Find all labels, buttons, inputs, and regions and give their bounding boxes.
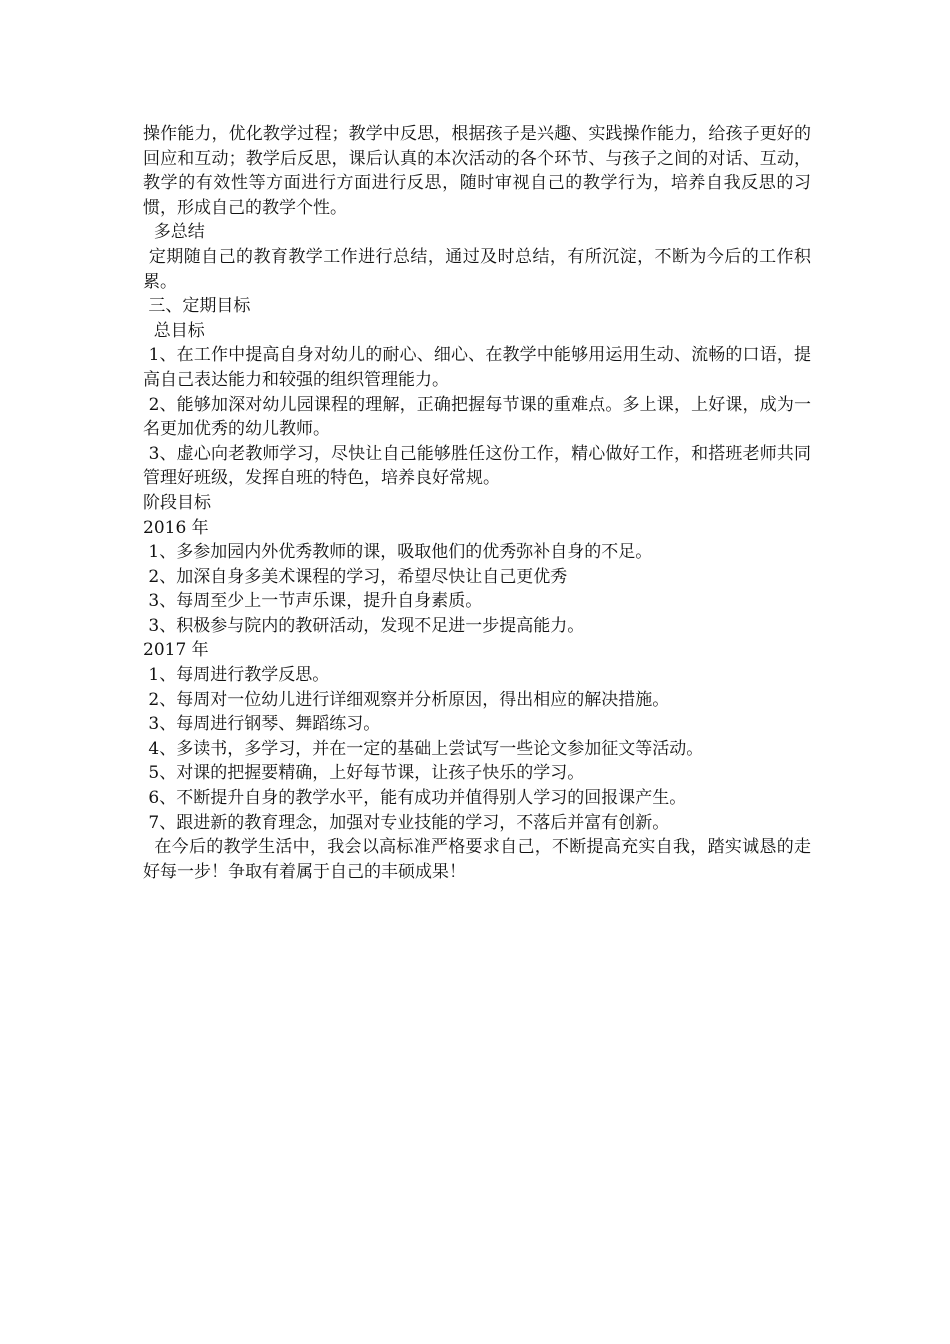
goal-2017-3: 3、每周进行钢琴、舞蹈练习。 (143, 714, 381, 735)
document-page (143, 122, 811, 884)
paragraph-summary: 定期随自己的教育教学工作进行总结，通过及时总结，有所沉淀，不断为今后的工作积累。 (143, 246, 811, 292)
overall-goal-1: 1、在工作中提高自身对幼儿的耐心、细心、在教学中能够用运用生动、流畅的口语，提高自己表达能力和较强的组织管理能力。 (143, 345, 811, 390)
heading-summary: 多总结 (143, 222, 205, 243)
goal-2016-1: 1、多参加园内外优秀教师的课，吸取他们的优秀弥补自身的不足。 (143, 542, 653, 563)
heading-overall-goal: 总目标 (143, 320, 205, 341)
paragraph-reflection: 操作能力，优化教学过程；教学中反思，根据孩子是兴趣、实践操作能力，给孩子更好的回应和互动；教学后反思，课后认真的本次活动的各个环节、与孩子之间的对话、互动，教学的有效性等方面进行方面进行反思，随时审视自己的教学行为，培养自我反思的习惯，形成自己的教学个性。 (143, 124, 811, 218)
heading-year-2016: 2016 年 (143, 517, 209, 538)
goal-2017-5: 5、对课的把握要精确，上好每节课，让孩子快乐的学习。 (143, 763, 585, 784)
goal-2017-6: 6、不断提升自身的教学水平，能有成功并值得别人学习的回报课产生。 (143, 788, 687, 809)
goal-2017-7: 7、跟进新的教育理念，加强对专业技能的学习，不落后并富有创新。 (143, 812, 670, 833)
heading-section-3: 三、定期目标 (143, 296, 251, 317)
overall-goal-2: 2、能够加深对幼儿园课程的理解，正确把握每节课的重难点。多上课，上好课，成为一名更加优秀的幼儿教师。 (143, 394, 811, 440)
goal-2016-4: 3、积极参与院内的教研活动，发现不足进一步提高能力。 (143, 615, 585, 636)
goal-2017-2: 2、每周对一位幼儿进行详细观察并分析原因，得出相应的解决措施。 (143, 689, 670, 710)
heading-year-2017: 2017 年 (143, 640, 209, 661)
goal-2017-1: 1、每周进行教学反思。 (143, 665, 330, 686)
goal-2017-4: 4、多读书，多学习，并在一定的基础上尝试写一些论文参加征文等活动。 (143, 738, 704, 759)
overall-goal-3: 3、虚心向老教师学习，尽快让自己能够胜任这份工作，精心做好工作，和搭班老师共同管理好班级，发挥自班的特色，培养良好常规。 (143, 443, 811, 489)
paragraph-conclusion: 在今后的教学生活中，我会以高标准严格要求自己，不断提高充实自我，踏实诚恳的走好每一步！争取有着属于自己的丰硕成果！ (143, 837, 812, 882)
heading-stage-goal: 阶段目标 (143, 492, 211, 513)
goal-2016-2: 2、加深自身多美术课程的学习，希望尽快让自己更优秀 (143, 566, 568, 587)
goal-2016-3: 3、每周至少上一节声乐课，提升自身素质。 (143, 591, 483, 612)
